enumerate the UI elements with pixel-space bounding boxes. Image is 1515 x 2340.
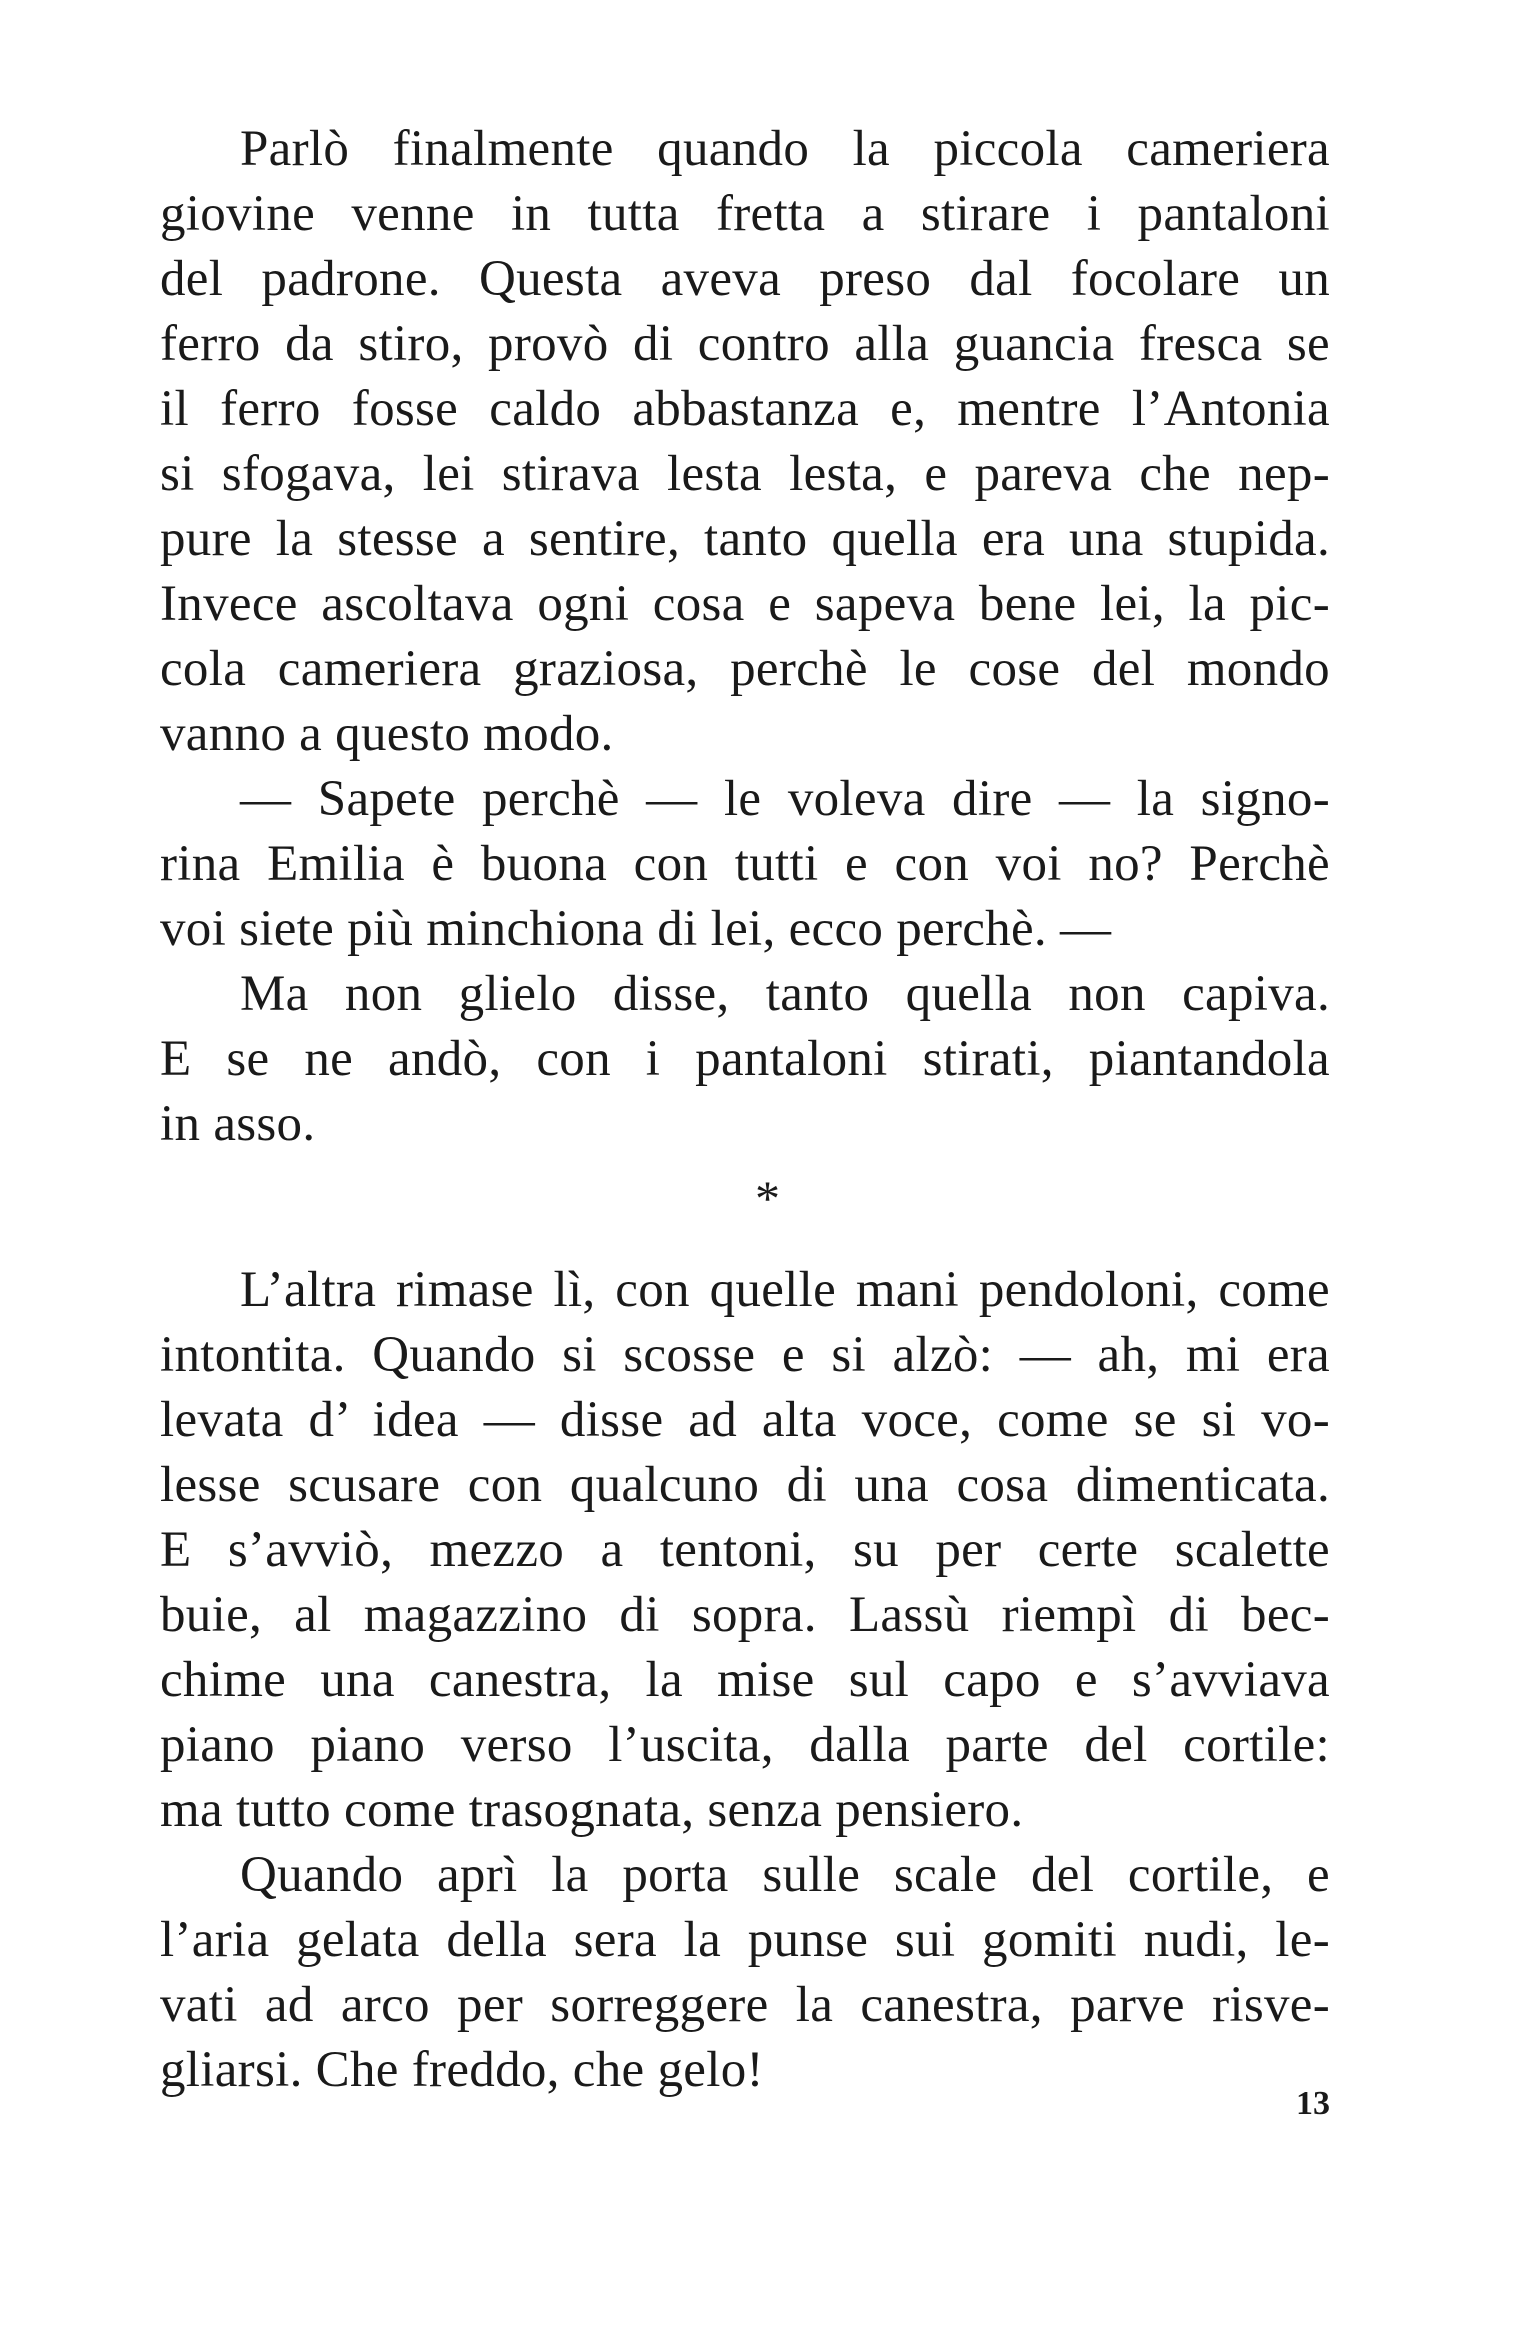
text-line: del padrone. Questa aveva preso dal focolare un: [160, 251, 1330, 307]
text-block-second: [160, 1258, 1330, 2103]
text-line: piano piano verso l’uscita, dalla parte del cortile:: [160, 1717, 1330, 1773]
text-line: Ma non glielo disse, tanto quella non capiva.: [240, 966, 1330, 1022]
text-line: voi siete più minchiona di lei, ecco perchè. —: [160, 901, 1112, 957]
text-line: Quando aprì la porta sulle scale del cortile, e: [240, 1847, 1330, 1903]
text-line: — Sapete perchè — le voleva dire — la signo-: [240, 771, 1330, 827]
page-number: 13: [1296, 2085, 1330, 2122]
text-line: ferro da stiro, provò di contro alla guancia fresca se: [160, 316, 1330, 372]
text-line: vati ad arco per sorreggere la canestra, parve risve-: [160, 1977, 1330, 2033]
text-line: gliarsi. Che freddo, che gelo!: [160, 2042, 764, 2098]
text-line: lesse scusare con qualcuno di una cosa dimenticata.: [160, 1457, 1330, 1513]
text-line: vanno a questo modo.: [160, 706, 614, 762]
text-line: L’altra rimase lì, con quelle mani pendoloni, come: [240, 1262, 1330, 1318]
text-line: E se ne andò, con i pantaloni stirati, piantandola: [160, 1031, 1330, 1087]
text-line: ma tutto come trasognata, senza pensiero.: [160, 1782, 1024, 1838]
text-line: si sfogava, lei stirava lesta lesta, e pareva che nep-: [160, 446, 1330, 502]
text-block-first: [160, 117, 1330, 1157]
text-line: cola cameriera graziosa, perchè le cose del mondo: [160, 641, 1330, 697]
text-line: rina Emilia è buona con tutti e con voi no? Perchè: [160, 836, 1330, 892]
text-line: in asso.: [160, 1096, 316, 1152]
text-line: Parlò finalmente quando la piccola cameriera: [240, 121, 1330, 177]
text-line: chime una canestra, la mise sul capo e s’avviava: [160, 1652, 1330, 1708]
text-line: giovine venne in tutta fretta a stirare i pantaloni: [160, 186, 1330, 242]
text-line: il ferro fosse caldo abbastanza e, mentre l’Antonia: [160, 381, 1330, 437]
text-line: l’aria gelata della sera la punse sui gomiti nudi, le-: [160, 1912, 1330, 1968]
text-line: levata d’ idea — disse ad alta voce, come se si vo-: [160, 1392, 1330, 1448]
text-line: buie, al magazzino di sopra. Lassù riempì di bec-: [160, 1587, 1330, 1643]
text-line: intontita. Quando si scosse e si alzò: — ah, mi era: [160, 1327, 1330, 1383]
text-line: Invece ascoltava ogni cosa e sapeva bene lei, la pic-: [160, 576, 1330, 632]
text-line: pure la stesse a sentire, tanto quella era una stupida.: [160, 511, 1330, 567]
text-line: E s’avviò, mezzo a tentoni, su per certe scalette: [160, 1522, 1330, 1578]
section-separator: *: [755, 1170, 780, 1226]
